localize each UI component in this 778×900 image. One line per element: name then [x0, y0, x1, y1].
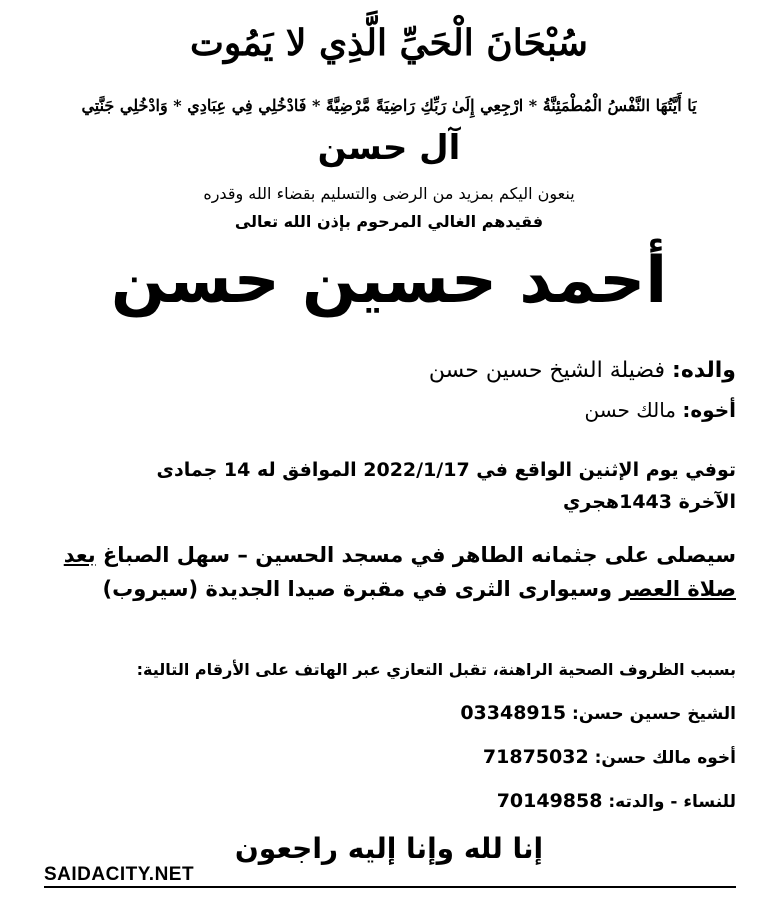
phone-label: أخوه مالك حسن:	[594, 748, 736, 768]
phone-row	[497, 790, 736, 812]
funeral-details	[46, 538, 736, 606]
site-watermark: SAIDACITY.NET	[44, 864, 195, 885]
phone-row	[460, 702, 736, 724]
father-label: والده:	[672, 358, 736, 383]
death-details: توفي يوم الإثنين الواقع في 2022/1/17 الموافق له 14 جمادى الآخرة 1443هجري	[156, 459, 736, 513]
deceased-name: أحمد حسين حسن	[110, 244, 668, 318]
phone-number: 70149858	[496, 790, 603, 812]
page-title: سُبْحَانَ الْحَيِّ الَّذِي لا يَمُوت	[190, 22, 588, 64]
phone-number: 03348915	[460, 702, 567, 724]
announcement-text: ينعون اليكم بمزيد من الرضى والتسليم بقضاء الله وقدره	[203, 184, 575, 203]
phone-row	[483, 746, 736, 768]
brother-line	[584, 398, 736, 422]
phone-label: الشيخ حسين حسن:	[572, 704, 736, 724]
closing-phrase: إنا لله وإنا إليه راجعون	[234, 832, 544, 865]
brother-value: مالك حسن	[584, 398, 677, 422]
condolence-note: بسبب الظروف الصحية الراهنة، تقبل التعازي عبر الهاتف على الأرقام التالية:	[136, 660, 736, 679]
funeral-text-part1: سيصلى على جثمانه الطاهر في مسجد الحسين – سهل الصباغ	[95, 543, 736, 567]
funeral-time-underlined: بعد صلاة العصر	[63, 543, 736, 601]
phone-label: للنساء - والدته:	[608, 792, 736, 812]
bottom-divider	[44, 886, 736, 888]
father-line	[429, 358, 736, 383]
funeral-text-part2: وسيوارى الثرى في مقبرة صيدا الجديدة (سيروب)	[102, 577, 620, 601]
brother-label: أخوه:	[682, 398, 736, 422]
deceased-intro: فقيدهم الغالي المرحوم بإذن الله تعالى	[234, 212, 544, 231]
phone-number: 71875032	[482, 746, 589, 768]
quran-verse: يَا أَيَّتُهَا النَّفْسُ الْمُطْمَئِنَّةُ * ارْجِعِي إِلَىٰ رَبِّكِ رَاضِيَةً مَّرْضِيَّةً * فَادْخُلِي فِي عِبَادِي * وَادْخُلِي جَنَّتِي	[81, 96, 697, 115]
family-name: آل حسن	[317, 128, 461, 168]
father-value: فضيلة الشيخ حسين حسن	[428, 358, 666, 383]
